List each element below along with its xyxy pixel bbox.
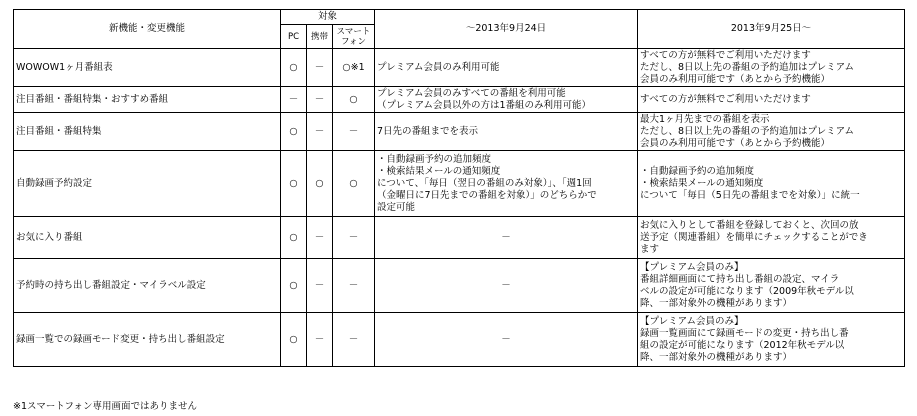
feature-cell: 予約時の持ち出し番組設定・マイラベル設定 <box>14 259 281 313</box>
before-cell: ・自動録画予約の追加頻度 ・検索結果メールの通知頻度 について、「毎日（翌日の番組のみ対象）」、「週1回 （金曜日に7日先までの番組を対象）」のどちらかで 設定可能 <box>375 151 638 217</box>
smartphone-cell: － <box>333 113 375 151</box>
pc-cell: ○ <box>281 217 307 259</box>
table-row <box>14 313 905 367</box>
after-cell: すべての方が無料でご利用いただけます <box>638 87 905 113</box>
footnote: ※1スマートフォン専用画面ではありません <box>13 401 198 412</box>
feature-comparison-table <box>13 9 905 367</box>
feature-cell: 注目番組・番組特集・おすすめ番組 <box>14 87 281 113</box>
feature-cell: 自動録画予約設定 <box>14 151 281 217</box>
smartphone-cell: ○ <box>333 151 375 217</box>
header-feature: 新機能・変更機能 <box>14 10 281 49</box>
comparison-table-wrapper <box>13 9 905 367</box>
smartphone-cell: － <box>333 259 375 313</box>
table-row <box>14 49 905 87</box>
before-cell: － <box>375 217 638 259</box>
header-pc: PC <box>281 25 307 49</box>
table-row <box>14 87 905 113</box>
feature-cell: 注目番組・番組特集 <box>14 113 281 151</box>
after-cell: お気に入りとして番組を登録しておくと、次回の放 送予定（関連番組）を簡単にチェックすることができ ます <box>638 217 905 259</box>
feature-cell: 録画一覧での録画モード変更・持ち出し番組設定 <box>14 313 281 367</box>
pc-cell: ○ <box>281 151 307 217</box>
header-mobile: 携帯 <box>307 25 333 49</box>
after-cell: 【プレミアム会員のみ】 録画一覧画面にて録画モードの変更・持ち出し番 組の設定が可能になります（2012年秋モデル以 降、一部対象外の機種があります） <box>638 313 905 367</box>
after-cell: ・自動録画予約の追加頻度 ・検索結果メールの通知頻度 について「毎日（5日先の番組までを対象）」に統一 <box>638 151 905 217</box>
pc-cell: ○ <box>281 259 307 313</box>
after-cell: すべての方が無料でご利用いただけます ただし、8日以上先の番組の予約追加はプレミアム 会員のみ利用可能です（あとから予約機能） <box>638 49 905 87</box>
feature-cell: お気に入り番組 <box>14 217 281 259</box>
smartphone-cell: ○ <box>333 87 375 113</box>
header-before: ～2013年9月24日 <box>375 10 638 49</box>
mobile-cell: ○ <box>307 151 333 217</box>
smartphone-cell: ○※1 <box>333 49 375 87</box>
mobile-cell: － <box>307 87 333 113</box>
smartphone-cell: － <box>333 217 375 259</box>
smartphone-cell: － <box>333 313 375 367</box>
before-cell: － <box>375 259 638 313</box>
mobile-cell: － <box>307 259 333 313</box>
table-row <box>14 259 905 313</box>
table-row <box>14 151 905 217</box>
mobile-cell: － <box>307 217 333 259</box>
header-after: 2013年9月25日～ <box>638 10 905 49</box>
header-target: 対象 <box>281 10 375 25</box>
after-cell: 最大1ヶ月先までの番組を表示 ただし、8日以上先の番組の予約追加はプレミアム 会員のみ利用可能です（あとから予約機能） <box>638 113 905 151</box>
header-smartphone: スマート フォン <box>333 25 375 49</box>
after-cell: 【プレミアム会員のみ】 番組詳細画面にて持ち出し番組の設定、マイラ ベルの設定が可能になります（2009年秋モデル以 降、一部対象外の機種があります） <box>638 259 905 313</box>
before-cell: 7日先の番組までを表示 <box>375 113 638 151</box>
before-cell: プレミアム会員のみすべての番組を利用可能 （プレミアム会員以外の方は1番組のみ利用可能） <box>375 87 638 113</box>
feature-cell: WOWOW1ヶ月番組表 <box>14 49 281 87</box>
before-cell: プレミアム会員のみ利用可能 <box>375 49 638 87</box>
table-row <box>14 113 905 151</box>
mobile-cell: － <box>307 113 333 151</box>
before-cell: － <box>375 313 638 367</box>
pc-cell: － <box>281 87 307 113</box>
mobile-cell: － <box>307 49 333 87</box>
table-row <box>14 217 905 259</box>
pc-cell: ○ <box>281 113 307 151</box>
pc-cell: ○ <box>281 313 307 367</box>
pc-cell: ○ <box>281 49 307 87</box>
mobile-cell: － <box>307 313 333 367</box>
